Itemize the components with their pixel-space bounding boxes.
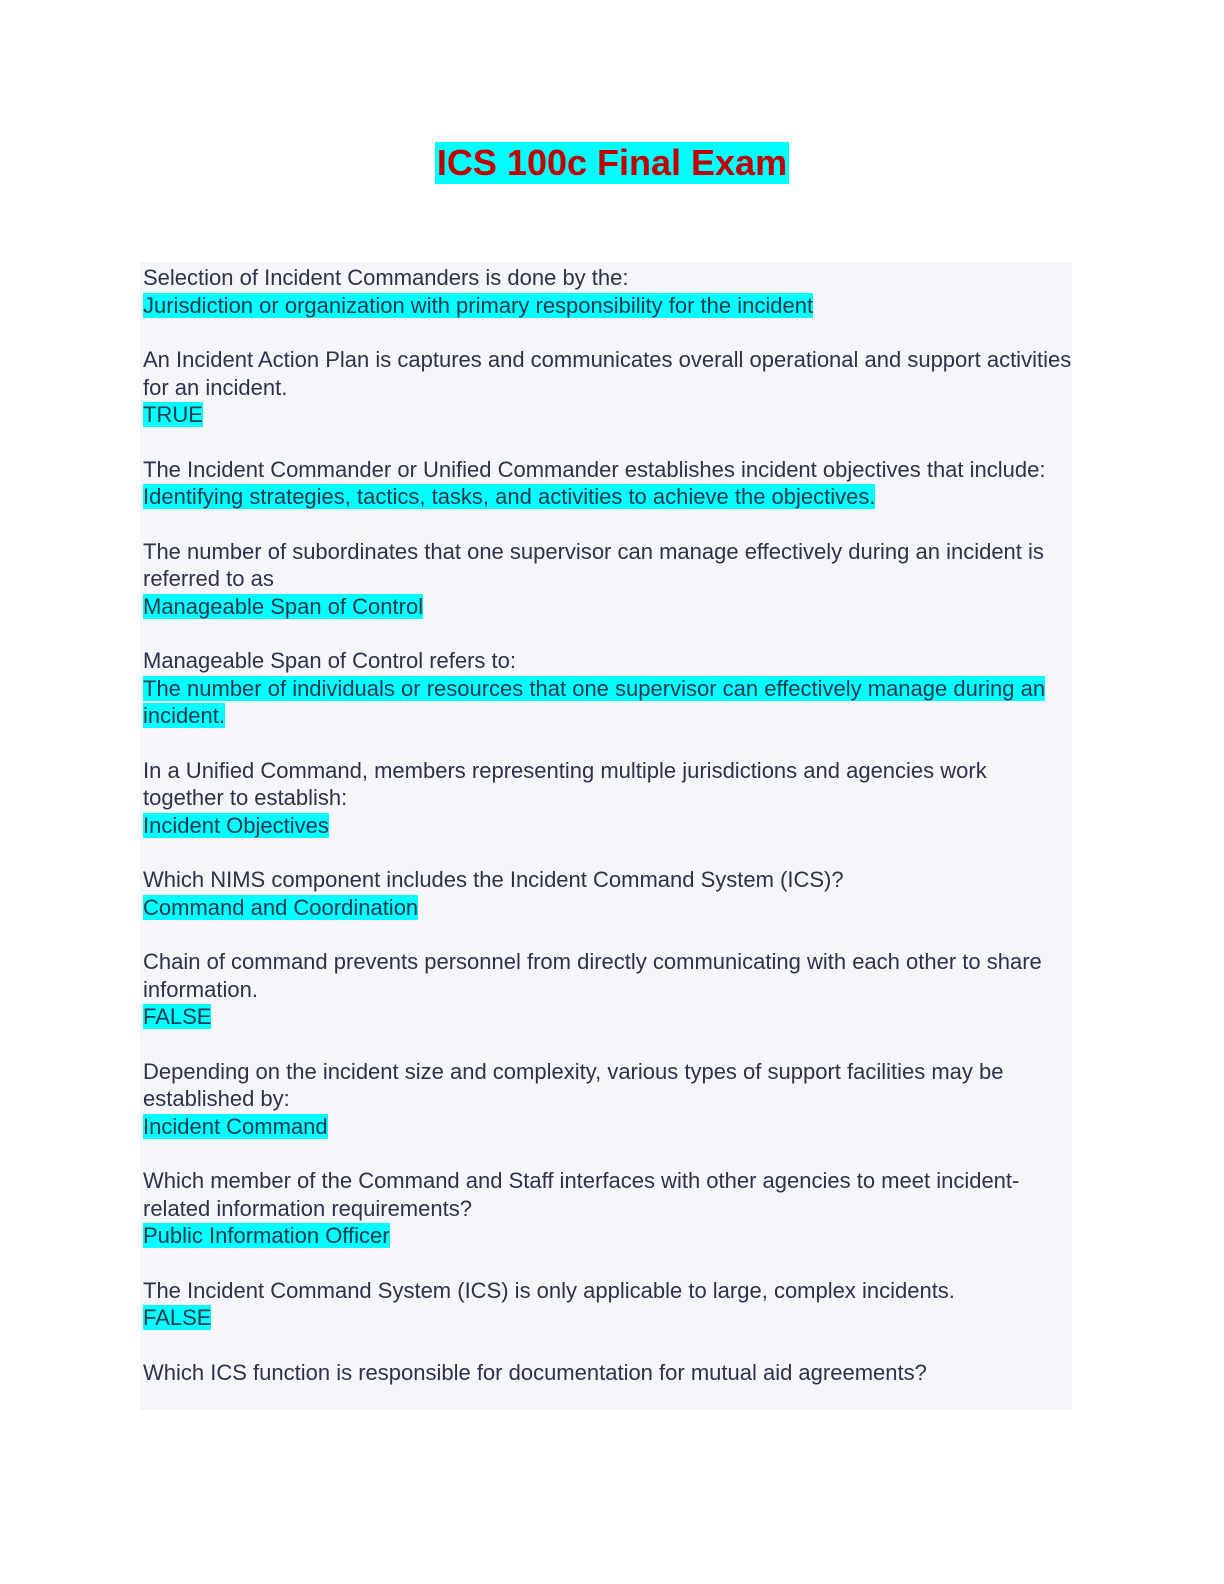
qa-item [143,1167,1072,1250]
answer-highlight: Identifying strategies, tactics, tasks, and activities to achieve the objectives. [143,484,876,509]
answer-highlight: The number of individuals or resources that one supervisor can effectively manage during an incident. [143,675,1046,728]
question-text: The Incident Commander or Unified Commander establishes incident objectives that include: [143,456,1046,482]
qa-item [143,866,1072,921]
answer-highlight: Incident Objectives [143,812,329,838]
qa-item [143,264,1072,319]
qa-item [143,757,1072,840]
qa-item [143,1359,1072,1387]
question-text: Manageable Span of Control refers to: [143,648,517,673]
answer-highlight: Incident Command [143,1113,328,1139]
qa-item [143,647,1072,730]
question-text: Chain of command prevents personnel from directly communicating with each other to share information. [143,949,1042,1002]
question-text: Which ICS function is responsible for documentation for mutual aid agreements? [143,1359,927,1385]
answer-highlight: FALSE [143,1004,212,1029]
qa-item [143,948,1072,1031]
qa-item [143,1277,1072,1332]
qa-item [143,456,1072,511]
answer-highlight: TRUE [143,402,203,427]
qa-item [143,538,1072,621]
qa-item [143,1058,1072,1141]
answer-highlight: Command and Coordination [143,894,419,920]
answer-highlight: Manageable Span of Control [143,593,424,619]
question-text: Selection of Incident Commanders is done by the: [143,265,629,290]
question-text: Which NIMS component includes the Incident Command System (ICS)? [143,867,844,892]
question-text: The Incident Command System (ICS) is only applicable to large, complex incidents. [143,1277,955,1303]
answer-highlight: Jurisdiction or organization with primary responsibility for the incident [143,292,814,318]
question-text: An Incident Action Plan is captures and communicates overall operational and support activities for an incident. [143,347,1072,400]
qa-list [140,262,1072,1410]
question-text: In a Unified Command, members representing multiple jurisdictions and agencies work together to establish: [143,757,987,810]
page-title: ICS 100c Final Exam [436,142,788,183]
title-container [0,142,1224,184]
question-text: Depending on the incident size and complexity, various types of support facilities may be established by: [143,1058,1004,1111]
qa-item [143,346,1072,429]
answer-highlight: Public Information Officer [143,1223,390,1248]
question-text: The number of subordinates that one supervisor can manage effectively during an incident is referred to as [143,538,1044,591]
question-text: Which member of the Command and Staff interfaces with other agencies to meet incident-related information requirements? [143,1168,1020,1221]
answer-highlight: FALSE [143,1305,212,1330]
